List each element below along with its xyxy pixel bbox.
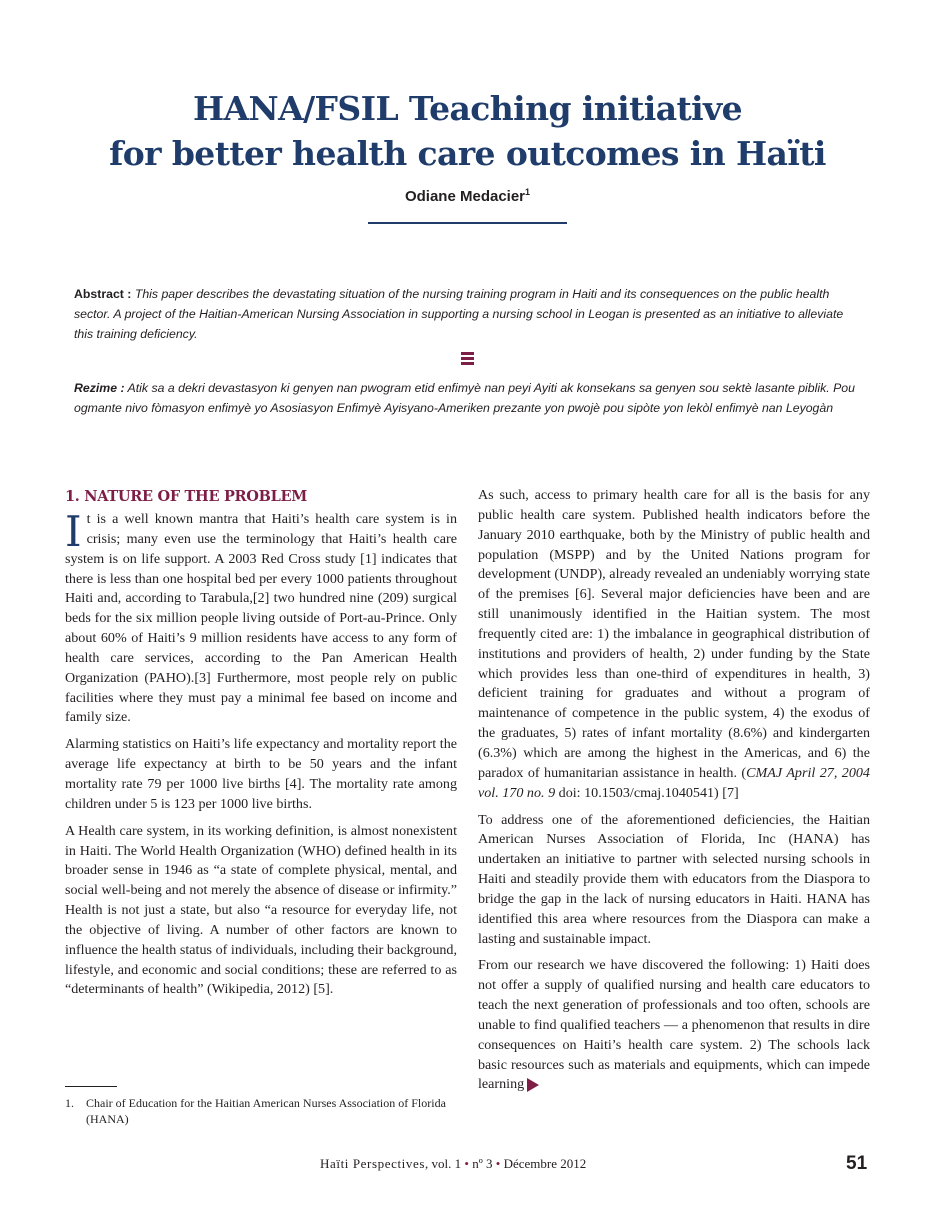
- title-underline: [368, 222, 567, 224]
- author-name: [0, 188, 935, 205]
- column-left: [65, 486, 457, 1007]
- footer-bullet-2: •: [495, 1156, 501, 1171]
- paragraph-5: To address one of the aforementioned deficiencies, the Haitian American Nurses Association of Florida, Inc (HANA) has undertaken an initiative to partner with selected nursing schools in Haiti and steadily provide them with educators from the Diaspora to bridge the gap in the lack of nursing educators in Haiti. HANA has identified this area where resources from the Diaspora can make a lasting and sustainable impact.: [478, 811, 870, 947]
- paragraph-4-text: As such, access to primary health care for all is the basis for any public health care system. Published health indicators before the January 2010 earthquake, both by the Ministry of public health and population (MSPP) and by the United Nations program for development (UNDP), already revealed an undeniably worrying state of the premises [6]. Several major deficiencies have been and are still unanimously identified in the Haitian system. The most frequently cited are: 1) the imbalance in geographical distribution of institutions and providers of health, 2) under funding by the State which provides less than one-third of expenditures in health, 3) deficient training for graduates and without a program of maintenance of competence in the public system, 4) the exodus of the graduates, 5) rates of infant mortality (8.6%) and kindergarten (6.3%) which are among the highest in the Americas, and 6) the paradox of humanitarian assistance in health. (: [478, 487, 870, 781]
- page-number: 51: [846, 1153, 868, 1174]
- drop-cap: I: [65, 507, 82, 556]
- journal-name: Haïti Perspectives: [320, 1156, 426, 1171]
- rezime-text: Atik sa a dekri devastasyon ki genyen nan pwogram etid enfimyè nan peyi Ayiti ak konsekans sa genyen sou sektè lasante piblik. Pou ogmante nivo fòmasyon enfimyè yo Asosiasyon Enfimyè Ayisyano-Ameriken prezante yon pwojè pou sipòte yon lekòl enfimyè nan Leyogàn: [74, 381, 855, 415]
- footer-bullet-1: •: [464, 1156, 469, 1171]
- continue-arrow-icon: [527, 1078, 539, 1092]
- paragraph-1-text: t is a well known mantra that Haiti’s health care system is in crisis; many even use the terminology that Haiti’s health care system is on life support. A 2003 Red Cross study [1] indicates that there is less than one hospital bed per every 1000 patients throughout Haiti and, according to Tarabula,[2] two hundred nine (209) surgical beds for the six million people living outside of Port-au-Prince. Only about 60% of Haiti’s 9 million residents have access to any form of health care services, according to the Pan American Health Organization (PAHO).[3] Furthermore, most people rely on public facilities where they must pay a minimal fee based on income and family size.: [65, 511, 457, 726]
- footer-issue: nº 3: [468, 1156, 496, 1171]
- footnote: [65, 1096, 457, 1127]
- footnote-text: Chair of Education for the Haitian American Nurses Association of Florida (HANA): [86, 1096, 446, 1126]
- paragraph-4-end: doi: 10.1503/cmaj.1040541) [7]: [555, 784, 739, 801]
- paragraph-6: [478, 956, 870, 1095]
- title-line-2: for better health care outcomes in Haïti: [109, 134, 826, 173]
- paragraph-1: [65, 507, 457, 728]
- title-line-1: HANA/FSIL Teaching initiative: [192, 89, 743, 128]
- paragraph-3: A Health care system, in its working definition, is almost nonexistent in Haiti. The World Health Organization (WHO) defined health in its broader sense in 1946 as “a state of complete physical, mental, and social well-being and not merely the absence of disease or infirmity.” Health is not just a state, but also “a resource for everyday life, not the objective of living. A number of other factors are known to influence the health status of individuals, including their background, lifestyle, and economic and social conditions; these are referred to as “determinants of health” (Wikipedia, 2012) [5].: [65, 822, 457, 998]
- abstract-creole: [74, 378, 864, 418]
- author-footnote-mark: 1: [525, 187, 531, 197]
- paragraph-4: [478, 486, 870, 804]
- paragraph-6-text: From our research we have discovered the following: 1) Haiti does not offer a supply of qualified nursing and health care educators to teach the next generation of professionals and too often, schools are unable to find qualified teachers — a phenomenon that results in dire consequences on Haiti’s health care system. 2) The schools lack basic resources such as materials and equipments, which can impede learning: [478, 957, 870, 1093]
- abstract-label: Abstract :: [74, 287, 132, 301]
- rezime-label: Rezime :: [74, 381, 125, 395]
- author-text: Odiane Medacier: [404, 188, 526, 205]
- abstract-separator-icon: [461, 352, 474, 366]
- paragraph-4-citation: CMAJ April 27, 2004 vol. 170 no. 9: [478, 764, 870, 801]
- footer-volume: , vol. 1: [425, 1156, 465, 1171]
- footer-date: Décembre 2012: [500, 1156, 587, 1171]
- footnote-number: 1.: [65, 1096, 74, 1110]
- column-right: [478, 486, 870, 1102]
- page-footer: [320, 1156, 586, 1172]
- abstract-text: This paper describes the devastating situation of the nursing training program in Haiti and its consequences on the public health sector. A project of the Haitian-American Nursing Association in supporting a nursing school in Leogan is presented as an initiative to alleviate this training deficiency.: [74, 287, 844, 341]
- paragraph-2: Alarming statistics on Haiti’s life expectancy and mortality report the average life expectancy at birth to be 50 years and the infant mortality rate 79 per 1000 live births [4]. The mortality rate among children under 5 is 123 per 1000 live births.: [65, 736, 457, 812]
- footnote-rule: [65, 1086, 117, 1087]
- article-title: [0, 86, 935, 176]
- abstract-english: [74, 284, 864, 344]
- section-heading: 1. NATURE OF THE PROBLEM: [65, 488, 307, 505]
